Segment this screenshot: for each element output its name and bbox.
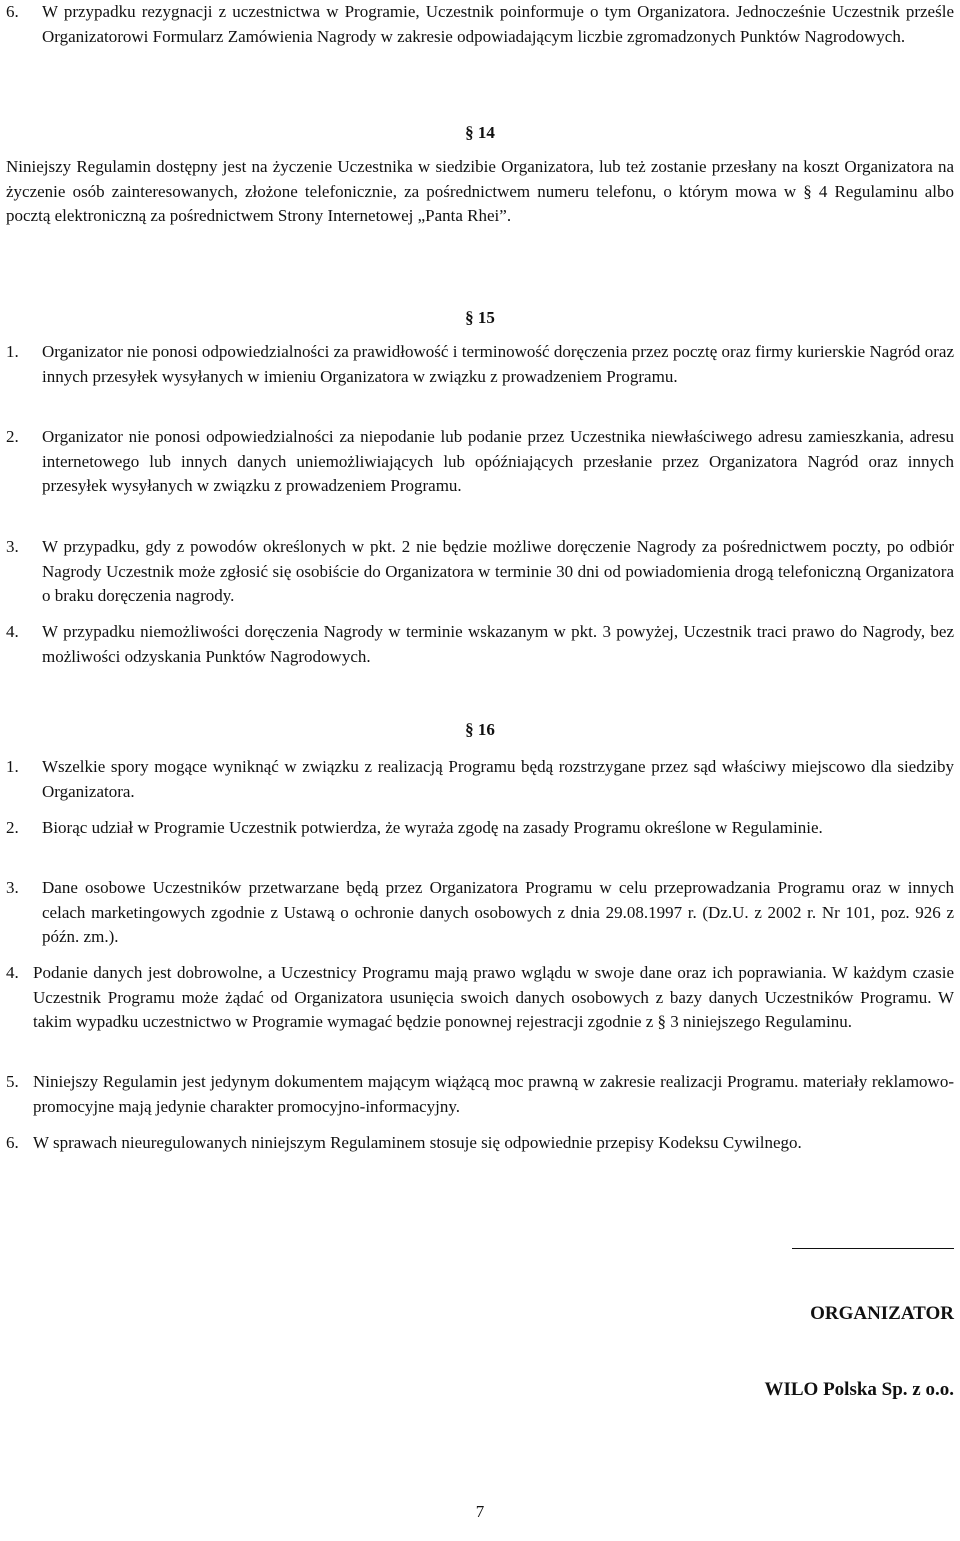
list-item — [6, 340, 954, 389]
list-item — [6, 0, 954, 49]
list-item-text: W przypadku rezygnacji z uczestnictwa w Programie, Uczestnik poinformuje o tym Organizatora. Jednocześnie Uczestnik prześle Organizatorowi Formularz Zamówienia Nagrody w zakresie odpowiadającym liczbie zgromadzonych Punktów Nagrodowych. — [42, 2, 954, 46]
list-item-number: 4. — [6, 963, 19, 982]
list-item-text: W przypadku niemożliwości doręczenia Nagrody w terminie wskazanym w pkt. 3 powyżej, Uczestnik traci prawo do Nagrody, bez możliwości odzyskania Punktów Nagrodowych. — [42, 622, 954, 666]
section-heading-14: § 14 — [465, 123, 495, 142]
list-item-text: Dane osobowe Uczestników przetwarzane będą przez Organizatora Programu w celu przeprowadzania Programu oraz w innych celach marketingowych zgodnie z Ustawą o ochronie danych osobowych z dnia 29.08.1997 r. (Dz.U. z 2002 r. Nr 101, poz. 926 z późn. zm.). — [42, 878, 954, 946]
list-item-text: Niniejszy Regulamin jest jedynym dokumentem mającym wiążącą moc prawną w zakresie realizacji Programu. materiały reklamowo-promocyjne mają jedynie charakter promocyjno-informacyjny. — [33, 1072, 954, 1116]
signature-role: ORGANIZATOR — [810, 1303, 954, 1324]
signature-line — [792, 1248, 954, 1249]
list-item-number: 6. — [6, 2, 19, 21]
list-item-number: 2. — [6, 818, 19, 837]
list-item — [6, 425, 954, 499]
list-item — [6, 876, 954, 950]
section-14-paragraph: Niniejszy Regulamin dostępny jest na życzenie Uczestnika w siedzibie Organizatora, lub też zostanie przesłany na koszt Organizatora na życzenie osób zainteresowanych, złożone telefonicznie, za pośrednictwem numeru telefonu, o którym mowa w § 4 Regulaminu albo pocztą elektroniczną za pośrednictwem Strony Internetowej „Panta Rhei”. — [6, 157, 954, 225]
list-item-text: Wszelkie spory mogące wyniknąć w związku z realizacją Programu będą rozstrzygane przez sąd właściwy miejscowo dla siedziby Organizatora. — [42, 757, 954, 801]
list-item — [6, 816, 954, 841]
list-item-text: W sprawach nieuregulowanych niniejszym Regulaminem stosuje się odpowiednie przepisy Kodeksu Cywilnego. — [33, 1133, 802, 1152]
list-item-text: Organizator nie ponosi odpowiedzialności za niepodanie lub podanie przez Uczestnika niewłaściwego adresu zamieszkania, adresu internetowego lub innych danych uniemożliwiających lub opóźniających przesłanie przez Organizatora Nagród oraz innych przesyłek wysyłanych w związku z prowadzeniem Programu. — [42, 427, 954, 495]
list-item-text: Podanie danych jest dobrowolne, a Uczestnicy Programu mają prawo wglądu w swoje dane oraz ich poprawiania. W każdym czasie Uczestnik Programu może żądać od Organizatora usunięcia swoich danych osobowych z bazy danych Uczestników Programu. W takim wypadku uczestnictwo w Programie wymagać będzie ponownej rejestracji zgodnie z § 3 niniejszego Regulaminu. — [33, 963, 954, 1031]
list-item-text: Biorąc udział w Programie Uczestnik potwierdza, że wyraża zgodę na zasady Programu określone w Regulaminie. — [42, 818, 823, 837]
list-item — [6, 1070, 954, 1119]
list-item-number: 6. — [6, 1133, 19, 1152]
page-number: 7 — [475, 1502, 485, 1521]
list-item — [6, 620, 954, 669]
list-item — [6, 961, 954, 1035]
list-item-number: 5. — [6, 1072, 19, 1091]
list-item-number: 1. — [6, 757, 19, 776]
signature-company: WILO Polska Sp. z o.o. — [764, 1379, 954, 1400]
list-item-number: 3. — [6, 878, 19, 897]
list-item-number: 3. — [6, 537, 19, 556]
section-heading-16: § 16 — [465, 720, 495, 739]
list-item-number: 4. — [6, 622, 19, 641]
section-heading-15: § 15 — [465, 308, 495, 327]
list-item — [6, 535, 954, 609]
list-item-number: 1. — [6, 342, 19, 361]
list-item-number: 2. — [6, 427, 19, 446]
list-item — [6, 1131, 954, 1156]
list-item-text: Organizator nie ponosi odpowiedzialności za prawidłowość i terminowość doręczenia przez pocztę oraz firmy kurierskie Nagród oraz innych przesyłek wysyłanych w imieniu Organizatora w związku z prowadzeniem Programu. — [42, 342, 954, 386]
list-item-text: W przypadku, gdy z powodów określonych w pkt. 2 nie będzie możliwe doręczenie Nagrody za pośrednictwem poczty, po odbiór Nagrody Uczestnik może zgłosić się osobiście do Organizatora w terminie 30 dni od powiadomienia drogą telefoniczną Organizatora o braku doręczenia nagrody. — [42, 537, 954, 605]
list-item — [6, 755, 954, 804]
